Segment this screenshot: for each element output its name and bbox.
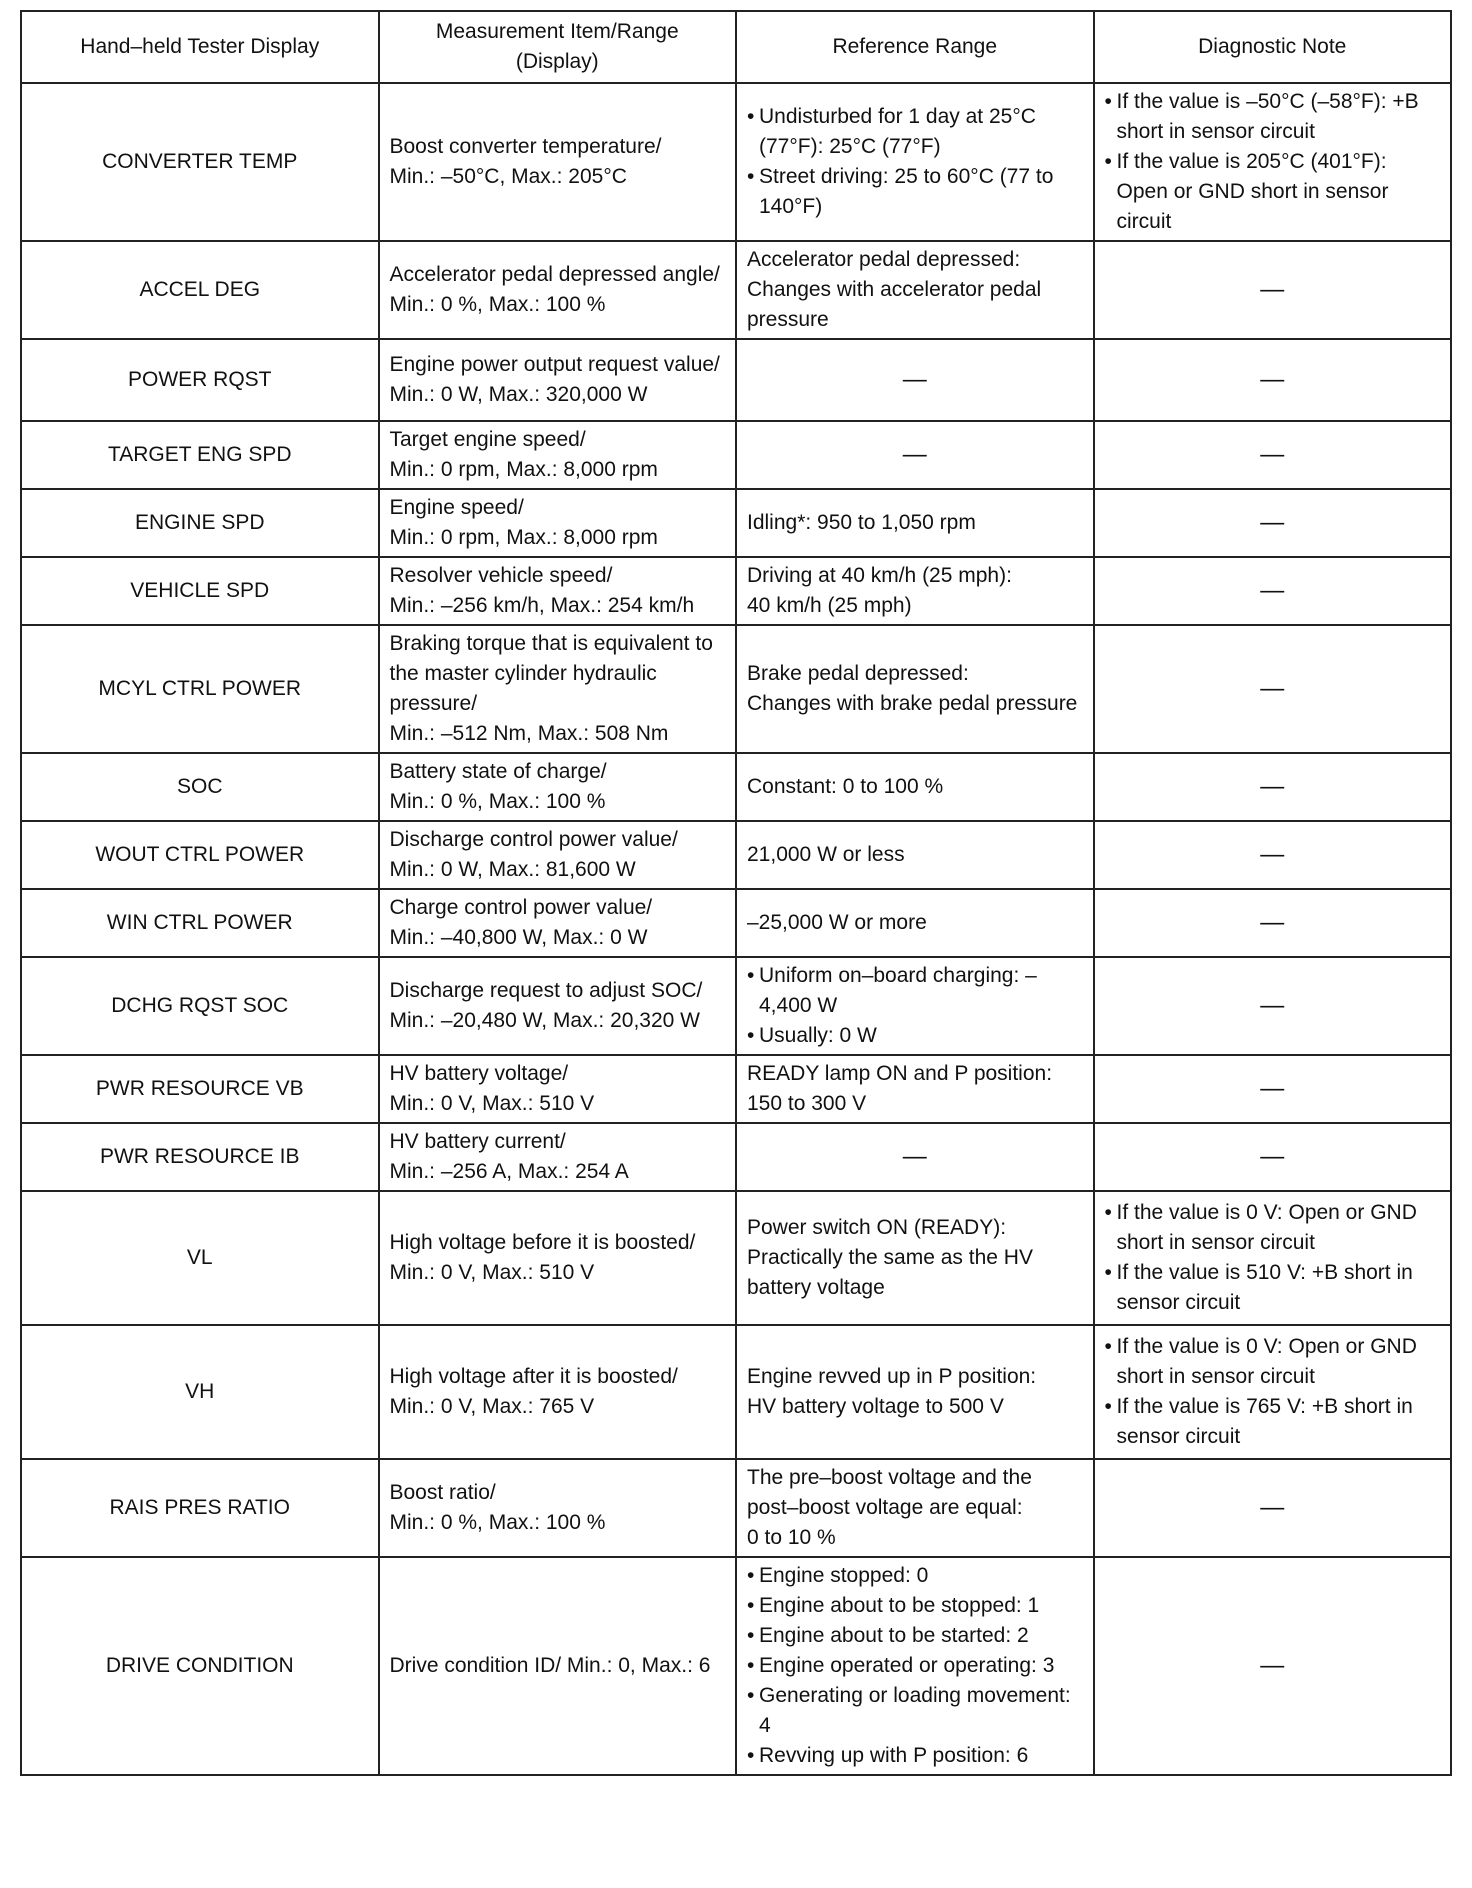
header-note: Diagnostic Note xyxy=(1094,11,1452,83)
measurement-cell xyxy=(379,1055,737,1123)
measurement-cell xyxy=(379,957,737,1055)
cell-line: HV battery voltage/ xyxy=(389,1062,569,1085)
reference-cell: — xyxy=(736,421,1094,489)
display-cell: CONVERTER TEMP xyxy=(21,83,379,241)
table-row xyxy=(21,1123,1451,1191)
bullet-item: • If the value is 510 V: +B short in sensor circuit xyxy=(1105,1258,1441,1318)
bullet-item: • Revving up with P position: 6 xyxy=(747,1741,1083,1771)
measurement-cell xyxy=(379,753,737,821)
reference-cell xyxy=(736,489,1094,557)
reference-cell xyxy=(736,241,1094,339)
reference-cell xyxy=(736,1459,1094,1557)
table-row xyxy=(21,1055,1451,1123)
diagnostic-note-cell: — xyxy=(1094,957,1452,1055)
table-row xyxy=(21,1325,1451,1459)
cell-line: Charge control power value/ xyxy=(389,896,653,919)
display-cell: POWER RQST xyxy=(21,339,379,421)
table-row xyxy=(21,1557,1451,1775)
reference-cell xyxy=(736,1055,1094,1123)
table-row xyxy=(21,489,1451,557)
bullet-item: • If the value is 765 V: +B short in sensor circuit xyxy=(1105,1392,1441,1452)
bullet-item: • If the value is 205°C (401°F): Open or GND short in sensor circuit xyxy=(1105,147,1441,237)
table-row xyxy=(21,83,1451,241)
table-row xyxy=(21,753,1451,821)
cell-line: Battery state of charge/ xyxy=(389,760,607,783)
cell-line: Accelerator pedal depressed: Changes with accelerator pedal pressure xyxy=(747,248,1042,331)
reference-cell xyxy=(736,1191,1094,1325)
cell-line: Min.: 0 %, Max.: 100 % xyxy=(389,790,606,813)
diagnostic-note-cell: — xyxy=(1094,753,1452,821)
cell-line: 40 km/h (25 mph) xyxy=(747,594,912,617)
diagnostic-note-cell: — xyxy=(1094,1459,1452,1557)
diagnostic-note-cell xyxy=(1094,1191,1452,1325)
cell-line: Min.: –256 km/h, Max.: 254 km/h xyxy=(389,594,695,617)
bullet-item: • If the value is 0 V: Open or GND short in sensor circuit xyxy=(1105,1332,1441,1392)
cell-line: The pre–boost voltage and the post–boost voltage are equal: xyxy=(747,1466,1032,1519)
bullet-list xyxy=(1105,87,1441,237)
measurement-cell xyxy=(379,625,737,753)
display-cell: MCYL CTRL POWER xyxy=(21,625,379,753)
display-cell: WOUT CTRL POWER xyxy=(21,821,379,889)
measurement-cell xyxy=(379,889,737,957)
measurement-cell xyxy=(379,241,737,339)
measurement-cell xyxy=(379,489,737,557)
bullet-list xyxy=(747,102,1083,222)
cell-line: Min.: 0 W, Max.: 81,600 W xyxy=(389,858,636,881)
table-row xyxy=(21,821,1451,889)
measurement-cell xyxy=(379,1325,737,1459)
cell-line: Braking torque that is equivalent to the master cylinder hydraulic pressure/ xyxy=(389,632,713,715)
diagnostic-note-cell: — xyxy=(1094,339,1452,421)
diagnostic-note-cell: — xyxy=(1094,489,1452,557)
cell-line: Min.: –20,480 W, Max.: 20,320 W xyxy=(389,1009,700,1032)
cell-line: 150 to 300 V xyxy=(747,1092,867,1115)
display-cell: VL xyxy=(21,1191,379,1325)
cell-line: High voltage before it is boosted/ xyxy=(389,1231,696,1254)
cell-line: Min.: 0 %, Max.: 100 % xyxy=(389,293,606,316)
cell-line: 0 to 10 % xyxy=(747,1526,836,1549)
cell-line: Practically the same as the HV battery voltage xyxy=(747,1246,1033,1299)
table-body xyxy=(21,83,1451,1775)
measurement-cell xyxy=(379,557,737,625)
bullet-list xyxy=(1105,1198,1441,1318)
header-display: Hand–held Tester Display xyxy=(21,11,379,83)
table-row xyxy=(21,625,1451,753)
bullet-list xyxy=(747,961,1083,1051)
cell-line: Driving at 40 km/h (25 mph): xyxy=(747,564,1012,587)
measurement-cell xyxy=(379,1557,737,1775)
bullet-item: • Usually: 0 W xyxy=(747,1021,1083,1051)
cell-line: Min.: –40,800 W, Max.: 0 W xyxy=(389,926,648,949)
header-measurement-line: Measurement Item/Range xyxy=(435,20,679,43)
display-cell: PWR RESOURCE IB xyxy=(21,1123,379,1191)
cell-line: Min.: –50°C, Max.: 205°C xyxy=(389,165,627,188)
reference-cell xyxy=(736,889,1094,957)
diagnostic-note-cell: — xyxy=(1094,1557,1452,1775)
bullet-list xyxy=(747,1561,1083,1771)
cell-line: Engine revved up in P position: xyxy=(747,1365,1037,1388)
cell-line: –25,000 W or more xyxy=(747,911,927,934)
diagnostic-note-cell: — xyxy=(1094,421,1452,489)
display-cell: SOC xyxy=(21,753,379,821)
measurement-cell xyxy=(379,339,737,421)
cell-line: Min.: 0 rpm, Max.: 8,000 rpm xyxy=(389,526,658,549)
diagnostic-note-cell: — xyxy=(1094,889,1452,957)
reference-cell xyxy=(736,753,1094,821)
measurement-cell xyxy=(379,821,737,889)
cell-line: Min.: 0 V, Max.: 510 V xyxy=(389,1261,595,1284)
measurement-cell xyxy=(379,421,737,489)
table-row xyxy=(21,557,1451,625)
cell-line: Engine power output request value/ xyxy=(389,353,720,376)
diagnostic-note-cell: — xyxy=(1094,1055,1452,1123)
cell-line: Min.: 0 %, Max.: 100 % xyxy=(389,1511,606,1534)
diagnostic-note-cell xyxy=(1094,83,1452,241)
cell-line: Min.: 0 W, Max.: 320,000 W xyxy=(389,383,648,406)
diagnostic-note-cell: — xyxy=(1094,557,1452,625)
bullet-item: • If the value is –50°C (–58°F): +B short in sensor circuit xyxy=(1105,87,1441,147)
measurement-cell xyxy=(379,1459,737,1557)
measurement-cell xyxy=(379,1191,737,1325)
diagnostic-note-cell: — xyxy=(1094,625,1452,753)
cell-line: Min.: 0 V, Max.: 765 V xyxy=(389,1395,595,1418)
table-header-row xyxy=(21,11,1451,83)
display-cell: DRIVE CONDITION xyxy=(21,1557,379,1775)
reference-cell xyxy=(736,821,1094,889)
display-cell: VH xyxy=(21,1325,379,1459)
cell-line: Boost ratio/ xyxy=(389,1481,496,1504)
table-row xyxy=(21,1191,1451,1325)
display-cell: DCHG RQST SOC xyxy=(21,957,379,1055)
diagnostic-note-cell: — xyxy=(1094,1123,1452,1191)
cell-line: Constant: 0 to 100 % xyxy=(747,775,944,798)
cell-line: Changes with brake pedal pressure xyxy=(747,692,1078,715)
cell-line: 21,000 W or less xyxy=(747,843,905,866)
table-row xyxy=(21,889,1451,957)
bullet-item: • If the value is 0 V: Open or GND short in sensor circuit xyxy=(1105,1198,1441,1258)
bullet-item: • Uniform on–board charging: –4,400 W xyxy=(747,961,1083,1021)
cell-line: Brake pedal depressed: xyxy=(747,662,969,685)
bullet-list xyxy=(1105,1332,1441,1452)
measurement-cell xyxy=(379,83,737,241)
table-row xyxy=(21,241,1451,339)
header-reference: Reference Range xyxy=(736,11,1094,83)
bullet-item: • Engine stopped: 0 xyxy=(747,1561,1083,1591)
cell-line: HV battery current/ xyxy=(389,1130,566,1153)
diagnostic-note-cell: — xyxy=(1094,241,1452,339)
display-cell: RAIS PRES RATIO xyxy=(21,1459,379,1557)
display-cell: VEHICLE SPD xyxy=(21,557,379,625)
bullet-item: • Undisturbed for 1 day at 25°C (77°F): 25°C (77°F) xyxy=(747,102,1083,162)
cell-line: Min.: 0 rpm, Max.: 8,000 rpm xyxy=(389,458,658,481)
bullet-item: • Engine about to be stopped: 1 xyxy=(747,1591,1083,1621)
cell-line: Min.: 0 V, Max.: 510 V xyxy=(389,1092,595,1115)
cell-line: Discharge request to adjust SOC/ xyxy=(389,979,703,1002)
diagnostic-note-cell xyxy=(1094,1325,1452,1459)
table-row xyxy=(21,957,1451,1055)
reference-cell xyxy=(736,557,1094,625)
diagnostic-note-cell: — xyxy=(1094,821,1452,889)
reference-cell xyxy=(736,1557,1094,1775)
cell-line: Min.: –512 Nm, Max.: 508 Nm xyxy=(389,722,669,745)
table-row xyxy=(21,421,1451,489)
bullet-item: • Engine about to be started: 2 xyxy=(747,1621,1083,1651)
display-cell: WIN CTRL POWER xyxy=(21,889,379,957)
display-cell: ACCEL DEG xyxy=(21,241,379,339)
display-cell: TARGET ENG SPD xyxy=(21,421,379,489)
cell-line: Drive condition ID/ Min.: 0, Max.: 6 xyxy=(389,1654,711,1677)
header-measurement-line: (Display) xyxy=(515,50,599,73)
cell-line: Accelerator pedal depressed angle/ xyxy=(389,263,720,286)
cell-line: Power switch ON (READY): xyxy=(747,1216,1007,1239)
cell-line: READY lamp ON and P position: xyxy=(747,1062,1053,1085)
cell-line: HV battery voltage to 500 V xyxy=(747,1395,1004,1418)
header-measurement xyxy=(379,11,737,83)
display-cell: PWR RESOURCE VB xyxy=(21,1055,379,1123)
reference-cell xyxy=(736,83,1094,241)
cell-line: Boost converter temperature/ xyxy=(389,135,662,158)
cell-line: Discharge control power value/ xyxy=(389,828,678,851)
cell-line: Idling*: 950 to 1,050 rpm xyxy=(747,511,976,534)
reference-cell xyxy=(736,1325,1094,1459)
reference-cell xyxy=(736,625,1094,753)
bullet-item: • Engine operated or operating: 3 xyxy=(747,1651,1083,1681)
reference-cell: — xyxy=(736,1123,1094,1191)
cell-line: Min.: –256 A, Max.: 254 A xyxy=(389,1160,629,1183)
bullet-item: • Street driving: 25 to 60°C (77 to 140°F) xyxy=(747,162,1083,222)
cell-line: High voltage after it is boosted/ xyxy=(389,1365,678,1388)
table-row xyxy=(21,339,1451,421)
cell-line: Target engine speed/ xyxy=(389,428,586,451)
reference-cell xyxy=(736,957,1094,1055)
cell-line: Engine speed/ xyxy=(389,496,524,519)
measurement-cell xyxy=(379,1123,737,1191)
tester-data-table xyxy=(20,10,1452,1776)
cell-line: Resolver vehicle speed/ xyxy=(389,564,613,587)
bullet-item: • Generating or loading movement: 4 xyxy=(747,1681,1083,1741)
table-row xyxy=(21,1459,1451,1557)
display-cell: ENGINE SPD xyxy=(21,489,379,557)
reference-cell: — xyxy=(736,339,1094,421)
